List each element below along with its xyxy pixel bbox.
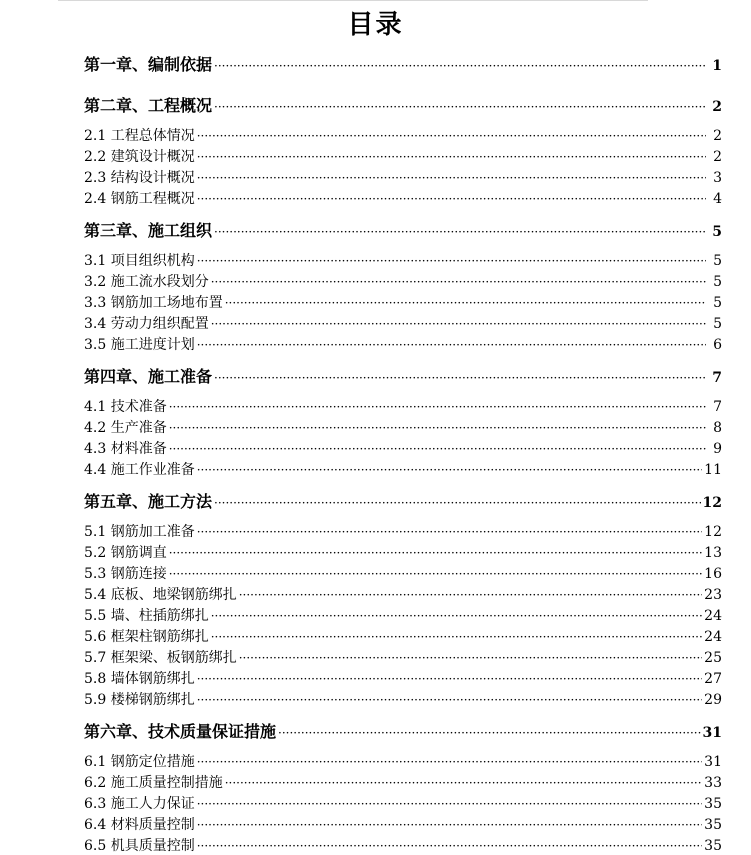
toc-section-entry[interactable] (84, 647, 722, 667)
toc-entry-title: 4.3 材料准备 (84, 441, 167, 457)
toc-section-entry[interactable] (84, 772, 722, 792)
toc-entry-title: 4.1 技术准备 (84, 399, 167, 415)
toc-page-number: 5 (713, 253, 722, 269)
toc-page-number: 2 (713, 149, 722, 165)
toc-entry-title: 6.3 施工人力保证 (84, 796, 195, 812)
toc-section-entry[interactable] (84, 814, 722, 834)
toc-entry-title: 6.2 施工质量控制措施 (84, 775, 223, 791)
toc-entry-title: 第四章、施工准备 (84, 367, 213, 386)
toc-dot-leader (197, 192, 706, 206)
toc-page-number: 2 (712, 99, 722, 115)
toc-dot-leader (239, 651, 702, 665)
toc-page-number: 7 (713, 399, 722, 415)
toc-page-number: 16 (704, 566, 722, 582)
toc-dot-leader (169, 421, 706, 435)
toc-chapter-entry[interactable] (84, 489, 722, 512)
toc-chapter-entry[interactable] (84, 719, 722, 742)
toc-dot-leader (197, 818, 702, 832)
toc-entry-title: 2.3 结构设计概况 (84, 170, 195, 186)
toc-dot-leader (214, 371, 706, 385)
toc-dot-leader (239, 588, 702, 602)
toc-section-entry[interactable] (84, 167, 722, 187)
toc-section-entry[interactable] (84, 563, 722, 583)
toc-dot-leader (197, 338, 706, 352)
toc-entry-title: 4.2 生产准备 (84, 420, 167, 436)
toc-dot-leader (211, 275, 706, 289)
toc-dot-leader (197, 797, 702, 811)
toc-entry-title: 5.4 底板、地梁钢筋绑扎 (84, 587, 237, 603)
toc-section-entry[interactable] (84, 626, 722, 646)
toc-entry-title: 3.5 施工进度计划 (84, 337, 195, 353)
toc-section-entry[interactable] (84, 438, 722, 458)
toc-section-entry[interactable] (84, 313, 722, 333)
toc-dot-leader (197, 171, 706, 185)
toc-page-number: 24 (704, 629, 722, 645)
toc-page-number: 1 (712, 58, 722, 74)
toc-dot-leader (214, 100, 706, 114)
toc-entry-title: 3.2 施工流水段划分 (84, 274, 209, 290)
toc-dot-leader (197, 693, 702, 707)
toc-dot-leader (211, 630, 702, 644)
toc-page-number: 5 (712, 224, 722, 240)
toc-section-entry[interactable] (84, 292, 722, 312)
page-top-border (58, 0, 648, 1)
toc-entry-title: 5.7 框架梁、板钢筋绑扎 (84, 650, 237, 666)
page-title: 目录 (347, 10, 404, 40)
toc-dot-leader (197, 525, 702, 539)
toc-page-number: 3 (713, 170, 722, 186)
toc-entry-title: 第六章、技术质量保证措施 (84, 722, 277, 741)
toc-section-entry[interactable] (84, 125, 722, 145)
toc-section-entry[interactable] (84, 417, 722, 437)
toc-section-entry[interactable] (84, 689, 722, 709)
toc-entry-title: 3.3 钢筋加工场地布置 (84, 295, 223, 311)
toc-entry-title: 5.1 钢筋加工准备 (84, 524, 195, 540)
toc-section-entry[interactable] (84, 584, 722, 604)
toc-dot-leader (197, 463, 702, 477)
toc-entry-title: 6.4 材料质量控制 (84, 817, 195, 833)
toc-dot-leader (214, 496, 701, 510)
toc-page-number: 11 (704, 462, 722, 478)
toc-dot-leader (197, 755, 702, 769)
toc-section-entry[interactable] (84, 146, 722, 166)
toc-section-entry[interactable] (84, 396, 722, 416)
toc-entry-title: 第二章、工程概况 (84, 96, 213, 115)
toc-page-number: 2 (713, 128, 722, 144)
toc-section-entry[interactable] (84, 188, 722, 208)
toc-dot-leader (225, 296, 706, 310)
toc-entry-title: 2.2 建筑设计概况 (84, 149, 195, 165)
toc-entry-title: 第五章、施工方法 (84, 492, 213, 511)
toc-page-number: 24 (704, 608, 722, 624)
toc-page-number: 29 (704, 692, 722, 708)
toc-page-number: 6 (713, 337, 722, 353)
toc-entry-title: 6.1 钢筋定位措施 (84, 754, 195, 770)
toc-page-number: 9 (713, 441, 722, 457)
toc-dot-leader (169, 546, 702, 560)
toc-section-entry[interactable] (84, 459, 722, 479)
toc-dot-leader (169, 567, 702, 581)
toc-entry-title: 5.3 钢筋连接 (84, 566, 167, 582)
toc-entry-title: 4.4 施工作业准备 (84, 462, 195, 478)
toc-page-number: 35 (704, 838, 722, 854)
toc-entry-title: 2.1 工程总体情况 (84, 128, 195, 144)
toc-section-entry[interactable] (84, 521, 722, 541)
toc-page-number: 5 (713, 274, 722, 290)
toc-dot-leader (211, 317, 706, 331)
toc-chapter-entry[interactable] (84, 218, 722, 241)
toc-entry-title: 5.9 楼梯钢筋绑扎 (84, 692, 195, 708)
toc-page-number: 4 (713, 191, 722, 207)
toc-entry-title: 3.4 劳动力组织配置 (84, 316, 209, 332)
toc-dot-leader (169, 400, 706, 414)
toc-dot-leader (197, 129, 706, 143)
toc-section-entry[interactable] (84, 793, 722, 813)
toc-entry-title: 第一章、编制依据 (84, 55, 213, 74)
toc-dot-leader (169, 442, 706, 456)
toc-section-entry[interactable] (84, 605, 722, 625)
toc-entry-title: 3.1 项目组织机构 (84, 253, 195, 269)
toc-chapter-entry[interactable] (84, 93, 722, 116)
toc-entry-title: 5.2 钢筋调直 (84, 545, 167, 561)
toc-dot-leader (214, 59, 706, 73)
toc-entry-title: 第三章、施工组织 (84, 221, 213, 240)
toc-page-number: 5 (713, 316, 722, 332)
toc-section-entry[interactable] (84, 668, 722, 688)
toc-page-number: 31 (704, 754, 722, 770)
toc-section-entry[interactable] (84, 334, 722, 354)
toc-dot-leader (197, 672, 702, 686)
toc-section-entry[interactable] (84, 751, 722, 771)
toc-dot-leader (197, 254, 706, 268)
toc-page-number: 23 (704, 587, 722, 603)
toc-page-number: 12 (702, 495, 722, 511)
toc-page-number: 8 (713, 420, 722, 436)
toc-page-number: 12 (704, 524, 722, 540)
toc-dot-leader (197, 839, 702, 853)
toc-chapter-entry[interactable] (84, 364, 722, 387)
toc-section-entry[interactable] (84, 271, 722, 291)
toc-page-number: 31 (702, 725, 722, 741)
toc-page-number: 5 (713, 295, 722, 311)
toc-dot-leader (211, 609, 702, 623)
toc-page-number: 25 (704, 650, 722, 666)
toc-chapter-entry[interactable] (84, 52, 722, 75)
toc-dot-leader (278, 726, 701, 740)
toc-entry-title: 2.4 钢筋工程概况 (84, 191, 195, 207)
toc-section-entry[interactable] (84, 542, 722, 562)
toc-dot-leader (197, 150, 706, 164)
toc-page-number: 35 (704, 817, 722, 833)
toc-entry-title: 6.5 机具质量控制 (84, 838, 195, 854)
toc-page-number: 35 (704, 796, 722, 812)
toc-page-number: 7 (712, 370, 722, 386)
toc-page-number: 13 (704, 545, 722, 561)
toc-page-number: 33 (704, 775, 722, 791)
toc-dot-leader (225, 776, 702, 790)
toc-entry-title: 5.8 墙体钢筋绑扎 (84, 671, 195, 687)
toc-entry-title: 5.6 框架柱钢筋绑扎 (84, 629, 209, 645)
toc-entry-title: 5.5 墙、柱插筋绑扎 (84, 608, 209, 624)
toc-section-entry[interactable] (84, 835, 722, 855)
toc-page-number: 27 (704, 671, 722, 687)
toc-dot-leader (214, 225, 706, 239)
toc-section-entry[interactable] (84, 250, 722, 270)
